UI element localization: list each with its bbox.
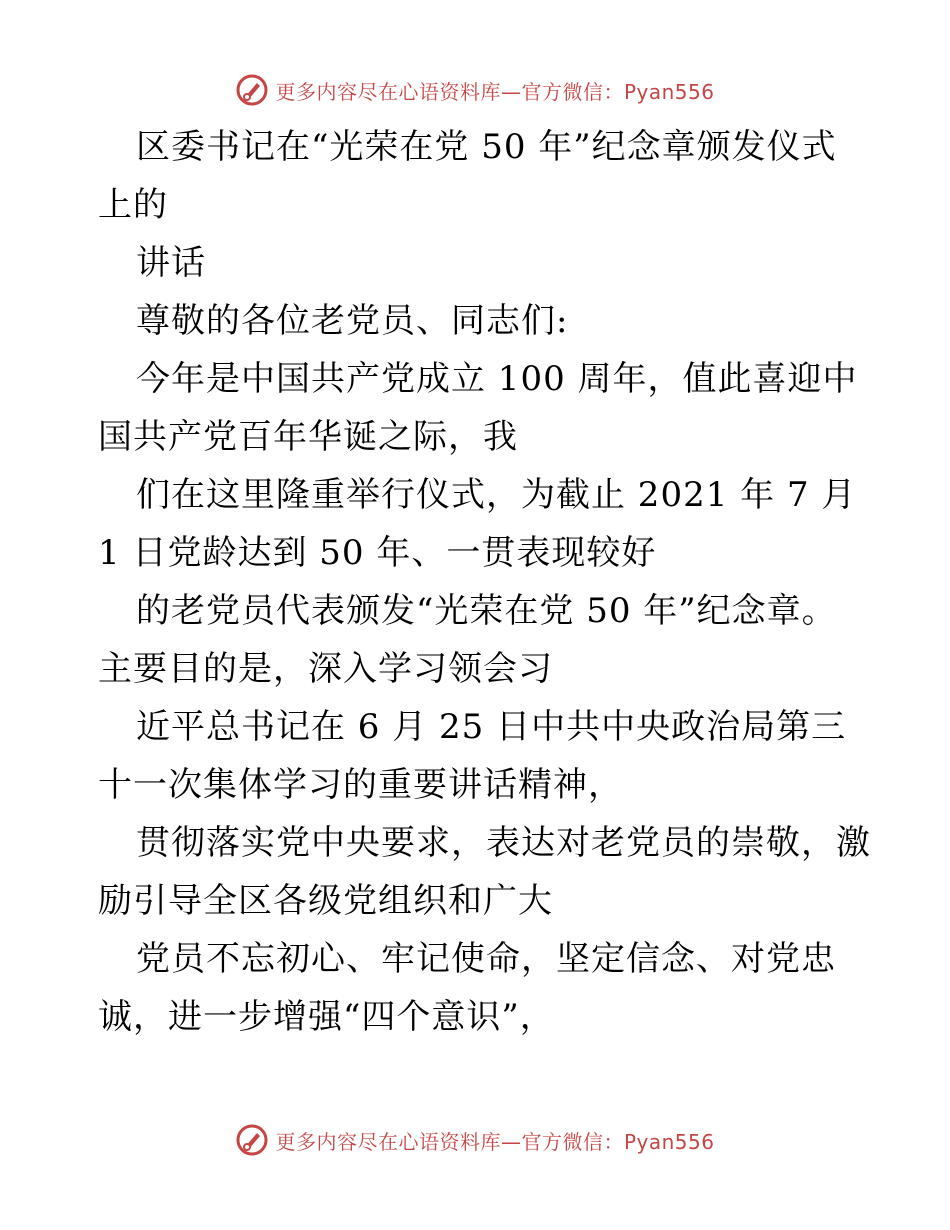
document-line: 的老党员代表颁发“光荣在党 50 年”纪念章。 xyxy=(136,591,837,631)
document-line: 十一次集体学习的重要讲话精神， xyxy=(98,765,623,805)
document-line: 尊敬的各位老党员、同志们: xyxy=(136,301,569,341)
document-line: 国共产党百年华诞之际，我 xyxy=(98,417,518,457)
document-line: 诚，进一步增强“四个意识”， xyxy=(98,997,555,1037)
document-line: 励引导全区各级党组织和广大 xyxy=(98,881,553,921)
document-line: 们在这里隆重举行仪式，为截止 2021 年 7 月 xyxy=(136,475,857,515)
document-line: 上的 xyxy=(98,185,168,225)
quill-seal-icon xyxy=(235,1123,269,1157)
watermark-banner-bottom xyxy=(0,1120,950,1160)
watermark-text: 更多内容尽在心语资料库—官方微信：Pyan556 xyxy=(275,1129,715,1154)
document-body xyxy=(98,118,871,1046)
watermark-banner-top xyxy=(0,70,950,110)
document-line: 主要目的是，深入学习领会习 xyxy=(98,649,553,689)
document-line: 区委书记在“光荣在党 50 年”纪念章颁发仪式 xyxy=(136,127,837,167)
document-line: 1 日党龄达到 50 年、一贯表现较好 xyxy=(98,533,657,573)
document-line: 今年是中国共产党成立 100 周年，值此喜迎中 xyxy=(136,359,858,399)
document-line: 党员不忘初心、牢记使命，坚定信念、对党忠 xyxy=(136,939,836,979)
watermark-text: 更多内容尽在心语资料库—官方微信：Pyan556 xyxy=(275,79,715,104)
document-line: 贯彻落实党中央要求，表达对老党员的崇敬，激 xyxy=(136,823,871,863)
document-line: 讲话 xyxy=(136,243,206,283)
document-line: 近平总书记在 6 月 25 日中共中央政治局第三 xyxy=(136,707,847,747)
quill-seal-icon xyxy=(235,73,269,107)
